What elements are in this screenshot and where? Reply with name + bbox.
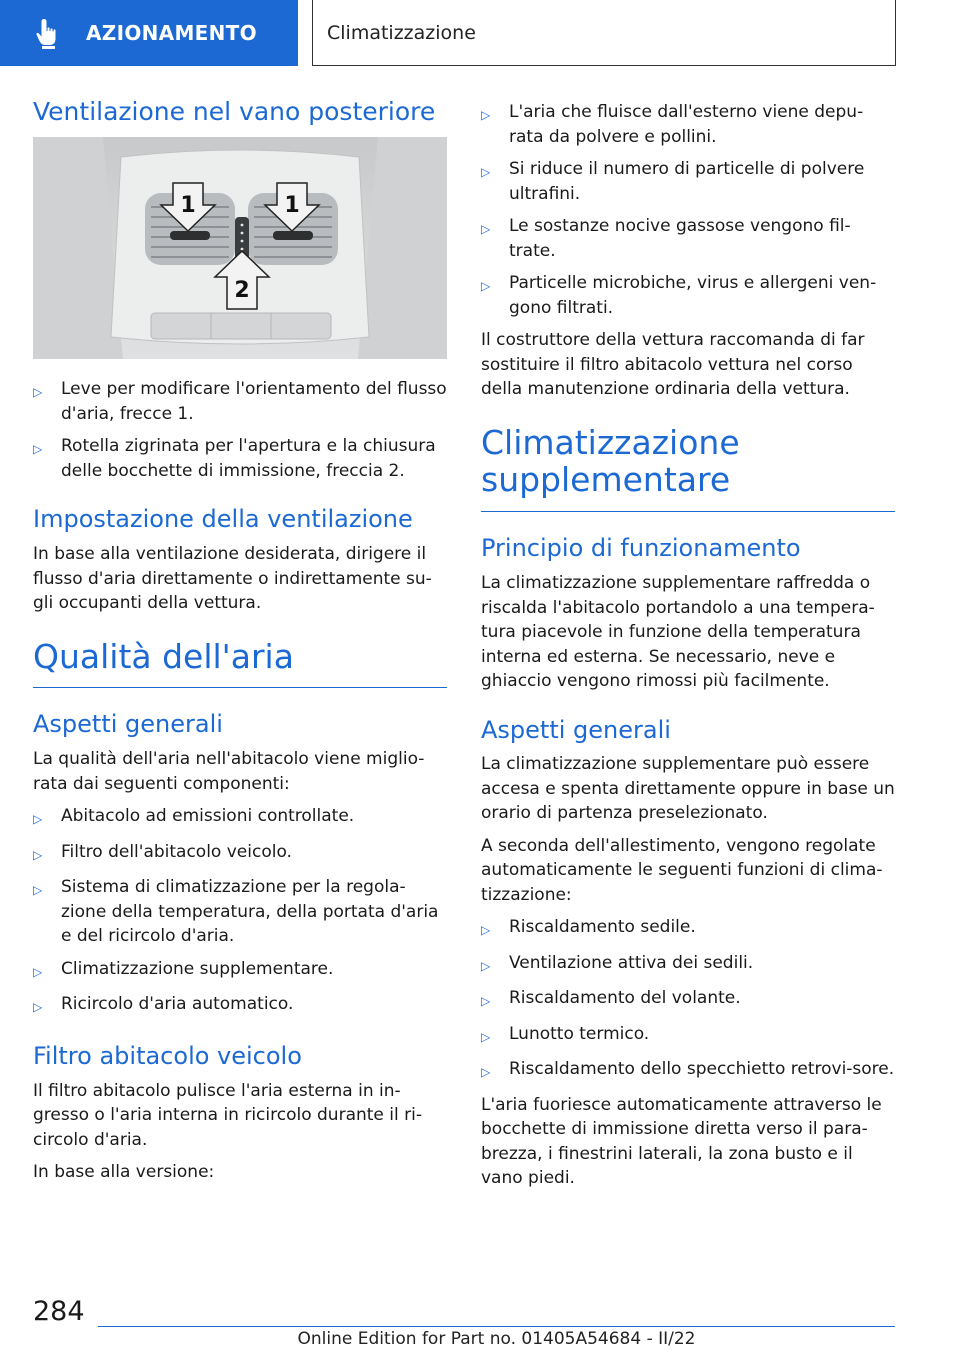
list-item: ▷ Si riduce il numero di particelle di polvere ultrafini. [481,157,895,206]
pointing-hand-icon [30,15,66,51]
list-item: ▷ Ventilazione attiva dei sedili. [481,951,895,979]
list-item: ▷ Climatizzazione supplementare. [33,957,447,985]
chapter-title: Climatizzazione [327,21,476,44]
paragraph-principio: La climatizzazione supplementare raffredda o riscalda l'abitacolo portandolo a una tempera-tura piacevole in funzione della temperatura interna ed esterna. Se necessario, neve e ghiaccio vengono rimossi più facilmente. [481,573,875,692]
list-item: ▷ Riscaldamento dello specchietto retrovi-sore. [481,1057,895,1085]
list-item: ▷ Le sostanze nocive gassose vengono fil-trate. [481,214,895,263]
triangle-bullet-icon: ▷ [481,994,491,1009]
heading-filtro: Filtro abitacolo veicolo [33,1041,302,1070]
triangle-bullet-icon: ▷ [33,883,43,898]
left-column [33,96,447,1193]
triangle-bullet-icon: ▷ [481,1065,491,1080]
right-column [481,96,895,1199]
heading-aspetti-left: Aspetti generali [33,710,223,739]
list-funzioni [481,915,895,1085]
list-item: ▷ L'aria che fluisce dall'esterno viene depu-rata da polvere e pollini. [481,100,895,149]
list-item: ▷ Rotella zigrinata per l'apertura e la chiusura delle bocchette di immissione, freccia 2. [33,434,447,483]
section-tab [0,0,298,66]
heading-qualita: Qualità dell'aria [33,638,447,689]
triangle-bullet-icon: ▷ [481,222,491,236]
triangle-bullet-icon: ▷ [481,1029,491,1044]
triangle-bullet-icon: ▷ [33,1000,43,1015]
triangle-bullet-icon: ▷ [33,812,43,827]
heading-supplementare: Climatizzazione supplementare [481,424,895,513]
photo-label-1a: 1 [180,193,196,219]
paragraph-costruttore: Il costruttore della vettura raccomanda di far sostituire il filtro abitacolo vettura nel corso della manutenzione ordinaria della vettura. [481,330,865,399]
list-filtro [481,100,895,320]
triangle-bullet-icon: ▷ [33,442,43,457]
list-item: ▷ Abitacolo ad emissioni controllate. [33,804,447,832]
triangle-bullet-icon: ▷ [33,385,43,400]
photo-label-2: 2 [234,278,250,304]
rear-vent-photo [33,137,447,359]
page-number: 284 [33,1296,85,1327]
triangle-bullet-icon: ▷ [481,165,491,179]
list-item: ▷ Particelle microbiche, virus e allergeni ven-gono filtrati. [481,271,895,320]
paragraph-versione: In base alla versione: [33,1162,215,1183]
list-item: ▷ Riscaldamento del volante. [481,986,895,1014]
triangle-bullet-icon: ▷ [481,923,491,938]
section-label: AZIONAMENTO [86,21,257,45]
paragraph-aspetti-left: La qualità dell'aria nell'abitacolo viene miglio-rata dai seguenti componenti: [33,749,425,794]
list-aspetti [33,804,447,1020]
triangle-bullet-icon: ▷ [33,964,43,979]
list-item: ▷ Riscaldamento sedile. [481,915,895,943]
footer-divider [98,1326,895,1327]
list-item: ▷ Sistema di climatizzazione per la regola-zione della temperatura, della portata d'aria e del ricircolo d'aria. [33,875,447,949]
heading-aspetti-right: Aspetti generali [481,715,671,744]
paragraph-aspetti-right-1: La climatizzazione supplementare può essere accesa e spenta direttamente oppure in base un orario di partenza preselezionato. [481,754,895,824]
chapter-header [312,0,896,66]
edition-note: Online Edition for Part no. 01405A54684 - II/22 [297,1329,696,1349]
photo-label-1b: 1 [284,193,300,219]
triangle-bullet-icon: ▷ [481,958,491,973]
paragraph-filtro: Il filtro abitacolo pulisce l'aria esterna in in-gresso o l'aria interna in ricircolo durante il ri-circolo d'aria. [33,1080,422,1150]
list-item: ▷ Lunotto termico. [481,1022,895,1050]
triangle-bullet-icon: ▷ [33,847,43,862]
paragraph-aspetti-right-2: A seconda dell'allestimento, vengono regolate automaticamente le seguenti funzioni di clima-tizzazione: [481,835,883,905]
heading-ventilazione: Ventilazione nel vano posteriore [33,97,436,126]
triangle-bullet-icon: ▷ [481,108,491,122]
list-item: ▷ Filtro dell'abitacolo veicolo. [33,840,447,868]
heading-impostazione: Impostazione della ventilazione [33,505,413,534]
paragraph-impostazione: In base alla ventilazione desiderata, dirigere il flusso d'aria direttamente o indirettamente su-gli occupanti della vettura. [33,544,432,614]
list-ventilazione [33,377,447,483]
heading-principio: Principio di funzionamento [481,534,801,563]
list-item: ▷ Ricircolo d'aria automatico. [33,992,447,1020]
paragraph-finale: L'aria fuoriesce automaticamente attraverso le bocchette di immissione diretta verso il para-brezza, i finestrini laterali, la zona busto e il vano piedi. [481,1094,882,1189]
triangle-bullet-icon: ▷ [481,279,491,293]
list-item: ▷ Leve per modificare l'orientamento del flusso d'aria, frecce 1. [33,377,447,426]
